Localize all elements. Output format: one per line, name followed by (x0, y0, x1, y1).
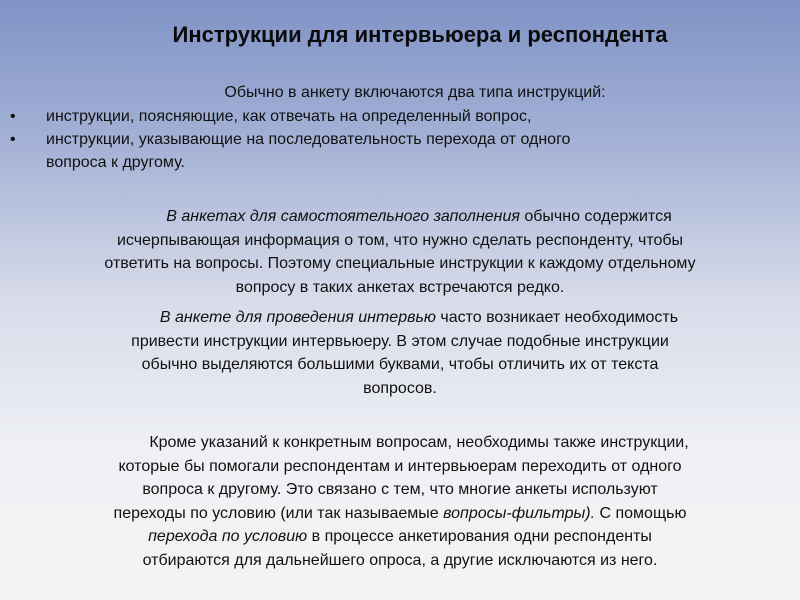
intro-text: Обычно в анкету включаются два типа инструкций: (224, 84, 606, 101)
italic-term: В анкете для проведения интервью (159, 309, 436, 326)
list-item (0, 128, 780, 174)
list-item-text-line1: инструкции, указывающие на последовательность перехода от одного (46, 131, 571, 148)
list-item-text: инструкции, поясняющие, как отвечать на определенный вопрос, (46, 108, 532, 125)
paragraph-self-completion (0, 205, 800, 299)
italic-term: перехода по условию (148, 528, 308, 545)
paragraph-text: С помощью (595, 504, 687, 522)
bullet-marker: • (10, 108, 16, 125)
bullet-marker: • (10, 131, 16, 148)
paragraph-text: обычно содержится (519, 208, 672, 225)
slide-title: Инструкции для интервьюера и респондента (172, 22, 668, 47)
list-item (0, 105, 780, 128)
paragraph-text: привести инструкции интервьюеру. В этом случае подобные инструкции (131, 332, 669, 350)
paragraph-text: часто возникает необходимость (435, 309, 679, 326)
paragraph-text: вопросов. (363, 379, 437, 397)
paragraph-text: ответить на вопросы. Поэтому специальные инструкции к каждому отдельному (104, 255, 696, 272)
paragraph-text: вопросу в таких анкетах встречаются редко. (235, 278, 565, 296)
paragraph-interview (0, 306, 800, 400)
paragraph-text: которые бы помогали респондентам и интервьюерам переходить от одного (118, 457, 682, 475)
italic-term: вопросы-фильтры). (443, 504, 596, 522)
list-item-text-line2: вопроса к другому. (46, 154, 185, 171)
paragraph-text: отбираются для дальнейшего опроса, а другие исключаются из него. (142, 551, 658, 569)
italic-term: В анкетах для самостоятельного заполнения (166, 208, 520, 225)
paragraph-text: обычно выделяются большими буквами, чтобы отличить их от текста (141, 356, 659, 373)
paragraph-text: переходы по условию (или так называемые (113, 504, 444, 522)
paragraph-text: исчерпывающая информация о том, что нужно сделать респонденту, чтобы (116, 231, 684, 249)
instruction-types-list (0, 105, 780, 174)
paragraph-text: вопроса к другому. Это связано с тем, что многие анкеты используют (142, 481, 658, 498)
paragraph-conditional-transitions (0, 431, 800, 572)
paragraph-text: в процессе анкетирования одни респонденты (307, 528, 652, 545)
paragraph-text: Кроме указаний к конкретным вопросам, необходимы также инструкции, (149, 434, 689, 451)
